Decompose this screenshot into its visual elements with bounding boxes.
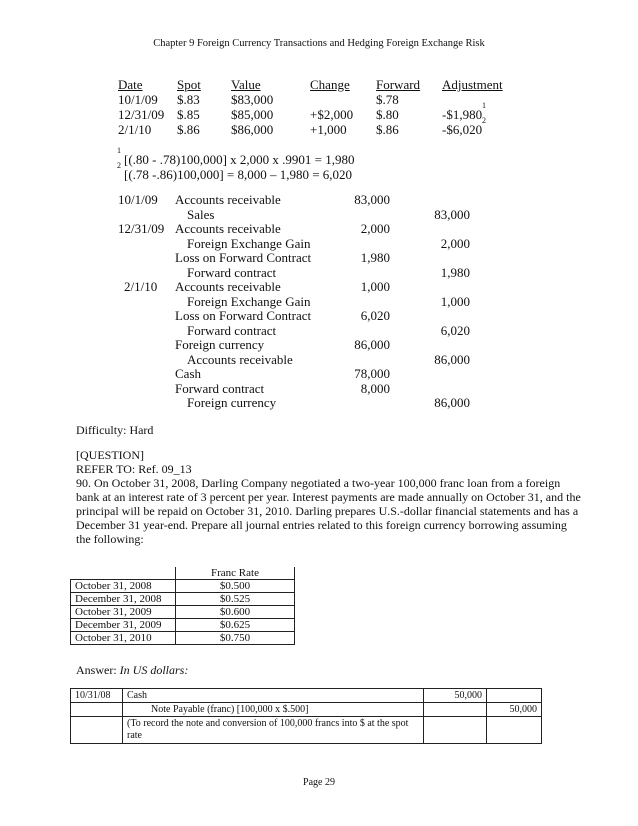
rate-date: October 31, 2010 — [71, 632, 176, 645]
journal-debit: 1,980 — [360, 250, 390, 265]
question-line: the following: — [76, 532, 144, 546]
rate-date: December 31, 2009 — [71, 619, 176, 632]
question-line: bank at an interest rate of 3 percent per year. Interest payments are made annually on October 31, and the — [76, 490, 581, 504]
col-header-forward: Forward — [376, 77, 421, 92]
page-number: Page 29 — [303, 777, 335, 788]
table-cell — [71, 567, 176, 580]
table-row — [71, 593, 295, 606]
schedule-cell: -$1,980 — [442, 107, 483, 122]
journal-account: Foreign Exchange Gain — [187, 293, 311, 309]
journal-credit: 86,000 — [434, 395, 470, 410]
journal-credit: 86,000 — [434, 351, 470, 367]
journal-account: Forward contract — [187, 322, 277, 338]
journal-credit: 83,000 — [434, 206, 470, 222]
je-debit — [424, 717, 487, 744]
je-credit — [487, 717, 542, 744]
schedule-cell: +1,000 — [310, 122, 347, 137]
journal-account: Foreign currency — [187, 395, 277, 410]
journal-credit: 6,020 — [440, 322, 470, 338]
journal-debit: 1,000 — [360, 279, 390, 294]
journal-account: Sales — [187, 206, 215, 222]
question-line: principal will be repaid on October 31, 2010. Darling prepares U.S.-dollar financial statements and has a — [76, 504, 579, 518]
col-header-value: Value — [231, 77, 261, 92]
footnote-text: [(.78 -.86)100,000] = 8,000 – 1,980 = 6,020 — [124, 167, 353, 182]
table-row — [71, 689, 542, 703]
col-header-spot: Spot — [177, 77, 201, 92]
journal-account: Accounts receivable — [175, 279, 281, 294]
franc-rate-table — [70, 567, 295, 645]
table-row — [71, 580, 295, 593]
schedule-cell: -$6,020 — [442, 122, 483, 137]
table-row — [71, 606, 295, 619]
col-header-adjustment: Adjustment — [442, 77, 503, 92]
schedule-cell: 2/1/10 — [118, 122, 152, 137]
je-credit: 50,000 — [487, 703, 542, 717]
rate-value: $0.750 — [176, 632, 295, 645]
je-credit — [487, 689, 542, 703]
schedule-cell: $86,000 — [231, 122, 274, 137]
page-header: Chapter 9 Foreign Currency Transactions and Hedging Foreign Exchange Risk — [153, 38, 485, 49]
table-row — [71, 567, 295, 580]
journal-date: 12/31/09 — [118, 221, 165, 236]
answer-line — [76, 663, 188, 678]
journal-account: Accounts receivable — [187, 351, 293, 367]
refer-to: REFER TO: Ref. 09_13 — [76, 462, 192, 476]
schedule-cell: +$2,000 — [310, 107, 354, 122]
journal-credit: 1,000 — [440, 293, 470, 309]
footnote-mark: 1 — [482, 101, 486, 110]
je-debit: 50,000 — [424, 689, 487, 703]
answer-text: In US dollars: — [119, 663, 189, 677]
col-header-change: Change — [310, 77, 350, 92]
rate-date: December 31, 2008 — [71, 593, 176, 606]
col-header-date: Date — [118, 77, 143, 92]
journal-credit: 2,000 — [440, 235, 470, 251]
difficulty-label: Difficulty: Hard — [76, 423, 154, 437]
answer-journal-table — [70, 688, 542, 744]
journal-date: 10/1/09 — [118, 192, 158, 207]
rate-date: October 31, 2009 — [71, 606, 176, 619]
journal-credit: 1,980 — [440, 264, 470, 280]
journal-account: Accounts receivable — [175, 221, 281, 236]
journal-account: Cash — [175, 366, 201, 381]
je-explanation: (To record the note and conversion of 100,000 francs into $ at the spot rate — [123, 717, 424, 744]
schedule-cell: $.86 — [177, 122, 200, 137]
journal-debit: 6,020 — [360, 308, 390, 323]
rate-value: $0.600 — [176, 606, 295, 619]
journal-debit: 83,000 — [354, 192, 390, 207]
schedule-cell: $.86 — [376, 122, 399, 137]
schedule-cell: $85,000 — [231, 107, 274, 122]
rate-value: $0.525 — [176, 593, 295, 606]
journal-account: Foreign currency — [175, 337, 265, 352]
table-row — [71, 717, 542, 744]
rate-header: Franc Rate — [176, 567, 295, 580]
je-debit — [424, 703, 487, 717]
footnote-mark: 2 — [482, 116, 486, 125]
schedule-cell: $.78 — [376, 92, 399, 107]
footnote-mark: 1 — [117, 146, 121, 155]
question-line: December 31 year-end. Prepare all journal entries related to this foreign currency borrowing assuming — [76, 518, 567, 532]
answer-label: Answer: — [76, 663, 117, 677]
journal-account: Foreign Exchange Gain — [187, 235, 311, 251]
journal-debit: 2,000 — [360, 221, 390, 236]
journal-account: Forward contract — [175, 380, 265, 396]
journal-account: Loss on Forward Contract — [175, 250, 312, 265]
table-row — [71, 619, 295, 632]
journal-account: Accounts receivable — [175, 192, 281, 207]
journal-debit: 86,000 — [354, 337, 390, 352]
journal-debit: 8,000 — [360, 380, 390, 396]
journal-debit: 78,000 — [354, 366, 390, 381]
rate-value: $0.625 — [176, 619, 295, 632]
schedule-cell: $.83 — [177, 92, 200, 107]
footnote-mark: 2 — [117, 161, 121, 170]
journal-account: Loss on Forward Contract — [175, 308, 312, 323]
schedule-cell: $.80 — [376, 107, 399, 122]
footnote-text: [(.80 - .78)100,000] x 2,000 x .9901 = 1,980 — [124, 152, 355, 167]
rate-date: October 31, 2008 — [71, 580, 176, 593]
je-account: Cash — [123, 689, 424, 703]
schedule-cell: 12/31/09 — [118, 107, 165, 122]
question-tag: [QUESTION] — [76, 448, 144, 462]
schedule-cell: 10/1/09 — [118, 92, 158, 107]
je-account: Note Payable (franc) [100,000 x $.500] — [123, 703, 424, 717]
schedule-cell: $83,000 — [231, 92, 274, 107]
table-row — [71, 703, 542, 717]
je-date: 10/31/08 — [71, 689, 123, 703]
je-date — [71, 703, 123, 717]
table-row — [71, 632, 295, 645]
journal-date: 2/1/10 — [124, 279, 158, 294]
journal-account: Forward contract — [187, 264, 277, 280]
je-date — [71, 717, 123, 744]
rate-value: $0.500 — [176, 580, 295, 593]
schedule-cell: $.85 — [177, 107, 200, 122]
question-line: 90. On October 31, 2008, Darling Company negotiated a two-year 100,000 franc loan from a foreign — [76, 476, 561, 490]
